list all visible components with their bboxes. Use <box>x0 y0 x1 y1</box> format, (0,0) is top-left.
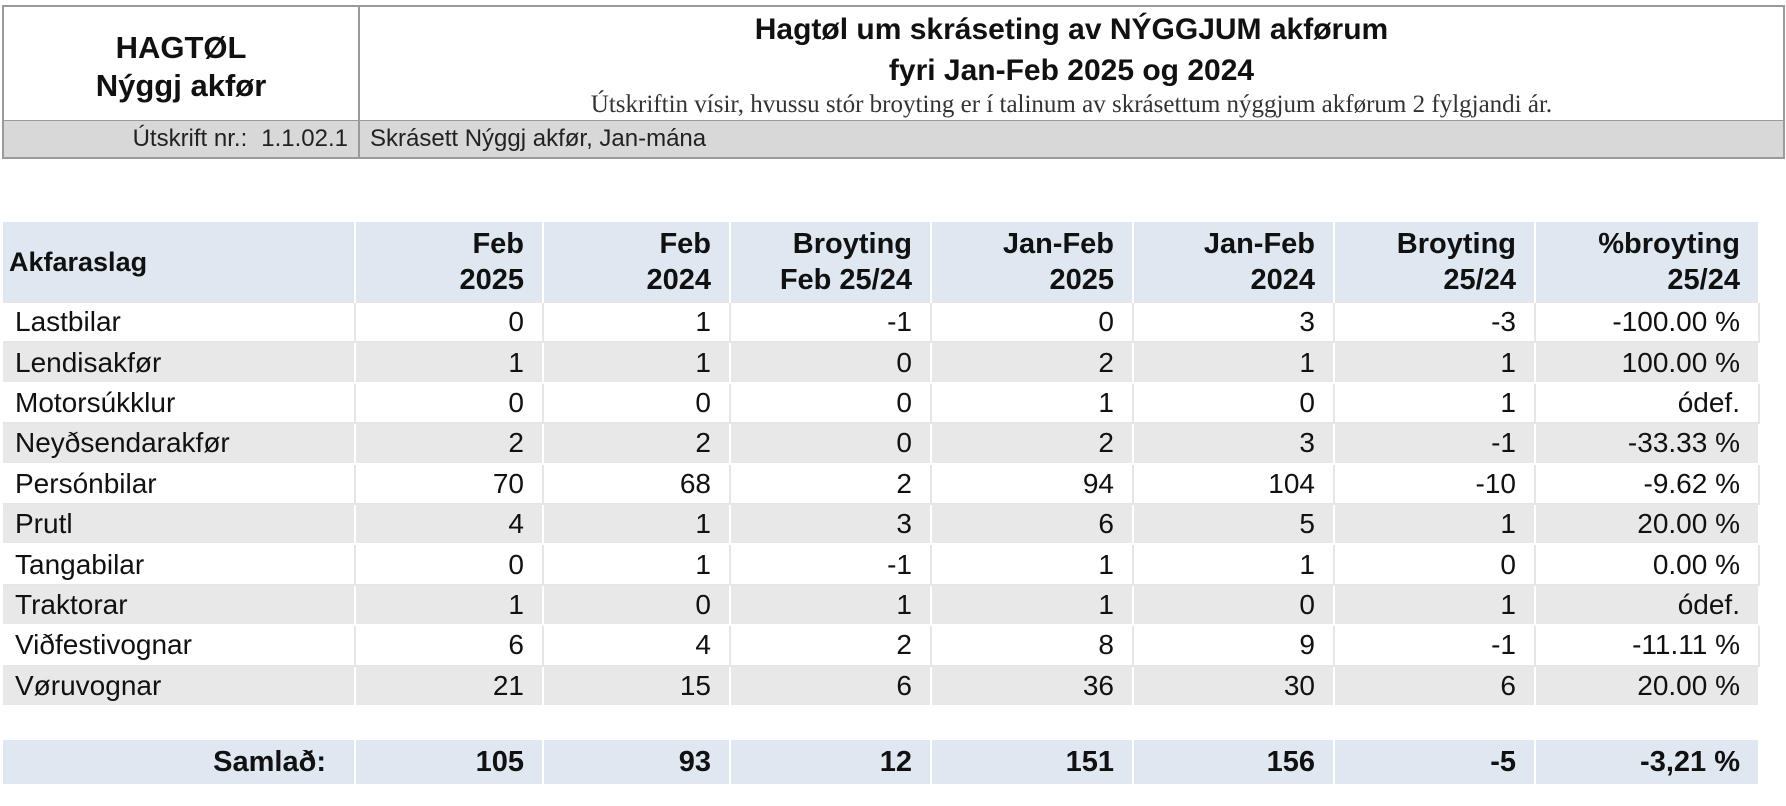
table-cell: ódef. <box>1535 585 1759 625</box>
table-cell: 0.00 % <box>1535 544 1759 584</box>
table-cell: 6 <box>730 666 931 706</box>
table-row <box>3 625 1759 665</box>
table-cell: -9.62 % <box>1535 464 1759 504</box>
table-row <box>3 383 1759 423</box>
table-cell: 0 <box>730 383 931 423</box>
table-cell: 1 <box>931 544 1133 584</box>
table-cell: 3 <box>1133 423 1334 463</box>
table-row <box>3 464 1759 504</box>
output-description: Skrásett Nýggj akfør, Jan-mána <box>370 125 707 152</box>
total-cell: 151 <box>931 740 1133 784</box>
table-cell: 1 <box>543 504 730 544</box>
table-cell: 0 <box>730 423 931 463</box>
output-label: Útskrift nr.: <box>132 125 248 152</box>
vehicle-type-cell: Neyðsendarakfør <box>3 423 355 463</box>
table-cell: -100.00 % <box>1535 302 1759 342</box>
table-body <box>3 302 1759 706</box>
table-cell: 1 <box>355 585 543 625</box>
table-cell: -10 <box>1334 464 1535 504</box>
table-cell: 3 <box>1133 302 1334 342</box>
table-row <box>3 302 1759 342</box>
table-cell: 1 <box>931 585 1133 625</box>
table-cell: 1 <box>1133 342 1334 382</box>
table-row <box>3 666 1759 706</box>
table-cell: 1 <box>730 585 931 625</box>
table-cell: 1 <box>1334 383 1535 423</box>
output-description-box <box>358 120 1785 159</box>
table-cell: 0 <box>1133 383 1334 423</box>
table-cell: -3 <box>1334 302 1535 342</box>
table-cell: ódef. <box>1535 383 1759 423</box>
table-row <box>3 342 1759 382</box>
table-cell: 20.00 % <box>1535 666 1759 706</box>
total-table <box>3 740 1760 784</box>
table-cell: 8 <box>931 625 1133 665</box>
table-cell: -11.11 % <box>1535 625 1759 665</box>
report-header <box>2 5 1785 159</box>
vehicle-type-cell: Prutl <box>3 504 355 544</box>
table-cell: 0 <box>1334 544 1535 584</box>
table-cell: 2 <box>543 423 730 463</box>
table-cell: 1 <box>1334 504 1535 544</box>
table-cell: -1 <box>730 302 931 342</box>
table-cell: 1 <box>355 342 543 382</box>
column-header-broyting: Broyting 25/24 <box>1334 222 1535 302</box>
table-cell: 6 <box>1334 666 1535 706</box>
table-cell: 30 <box>1133 666 1334 706</box>
table-cell: 2 <box>730 464 931 504</box>
table-cell: 4 <box>355 504 543 544</box>
output-number-box <box>2 120 360 159</box>
table-cell: 70 <box>355 464 543 504</box>
table-cell: 104 <box>1133 464 1334 504</box>
total-cell: 12 <box>730 740 931 784</box>
table-cell: 2 <box>931 423 1133 463</box>
table-cell: 0 <box>1133 585 1334 625</box>
table-cell: 2 <box>730 625 931 665</box>
table-cell: -1 <box>1334 423 1535 463</box>
vehicle-type-cell: Lendisakfør <box>3 342 355 382</box>
table-cell: 1 <box>543 342 730 382</box>
column-header-akfaraslag: Akfaraslag <box>3 222 355 302</box>
total-label: Samlað: <box>3 740 355 784</box>
table-cell: 3 <box>730 504 931 544</box>
total-cell: 156 <box>1133 740 1334 784</box>
total-cell: -5 <box>1334 740 1535 784</box>
column-header-jan-feb-2025: Jan-Feb 2025 <box>931 222 1133 302</box>
vehicle-type-cell: Traktorar <box>3 585 355 625</box>
vehicle-registration-table <box>3 222 1760 707</box>
table-cell: 0 <box>543 585 730 625</box>
table-cell: 1 <box>931 383 1133 423</box>
vehicle-type-cell: Lastbilar <box>3 302 355 342</box>
total-cell: 105 <box>355 740 543 784</box>
table-cell: -1 <box>730 544 931 584</box>
vehicle-type-cell: Motorsúkklur <box>3 383 355 423</box>
table-cell: 5 <box>1133 504 1334 544</box>
column-header-broyting-feb: Broyting Feb 25/24 <box>730 222 931 302</box>
table-cell: 9 <box>1133 625 1334 665</box>
total-cell: -3,21 % <box>1535 740 1759 784</box>
table-cell: 0 <box>355 383 543 423</box>
table-cell: 94 <box>931 464 1133 504</box>
output-number-value: 1.1.02.1 <box>261 125 348 152</box>
table-row <box>3 504 1759 544</box>
column-header-pct-broyting: %broyting 25/24 <box>1535 222 1759 302</box>
table-cell: 100.00 % <box>1535 342 1759 382</box>
table-cell: 0 <box>730 342 931 382</box>
table-cell: 1 <box>543 302 730 342</box>
table-row <box>3 585 1759 625</box>
table-cell: 4 <box>543 625 730 665</box>
table-cell: 1 <box>1334 585 1535 625</box>
table-cell: 2 <box>931 342 1133 382</box>
table-cell: 1 <box>1133 544 1334 584</box>
report-title-line2: fyri Jan-Feb 2025 og 2024 <box>888 54 1255 87</box>
title-box <box>358 5 1785 122</box>
vehicle-type-cell: Tangabilar <box>3 544 355 584</box>
vehicle-type-cell: Viðfestivognar <box>3 625 355 665</box>
total-row <box>3 740 1759 784</box>
table-cell: 15 <box>543 666 730 706</box>
table-row <box>3 544 1759 584</box>
table-cell: 6 <box>931 504 1133 544</box>
column-header-feb-2025: Feb 2025 <box>355 222 543 302</box>
table-cell: 1 <box>1334 342 1535 382</box>
table-cell: 2 <box>355 423 543 463</box>
column-header-jan-feb-2024: Jan-Feb 2024 <box>1133 222 1334 302</box>
table-cell: -33.33 % <box>1535 423 1759 463</box>
table-cell: 0 <box>355 544 543 584</box>
table-cell: 20.00 % <box>1535 504 1759 544</box>
table-cell: 0 <box>543 383 730 423</box>
column-header-feb-2024: Feb 2024 <box>543 222 730 302</box>
table-cell: 6 <box>355 625 543 665</box>
table-cell: 68 <box>543 464 730 504</box>
vehicle-type-cell: Persónbilar <box>3 464 355 504</box>
table-row <box>3 423 1759 463</box>
table-cell: 21 <box>355 666 543 706</box>
table-cell: 1 <box>543 544 730 584</box>
brand-title: HAGTØL <box>115 30 247 65</box>
table-cell: 36 <box>931 666 1133 706</box>
table-cell: -1 <box>1334 625 1535 665</box>
table-cell: 0 <box>931 302 1133 342</box>
report-title-line1: Hagtøl um skráseting av NÝGGJUM akførum <box>754 13 1389 46</box>
brand-box <box>2 5 360 122</box>
vehicle-type-cell: Vøruvognar <box>3 666 355 706</box>
total-cell: 93 <box>543 740 730 784</box>
table-header-row <box>3 222 1759 302</box>
brand-subtitle: Nýggj akfør <box>95 68 267 103</box>
report-subtitle: Útskriftin vísir, hvussu stór broyting er í talinum av skrásettum nýggjum akførum 2 fylgjandi ár. <box>590 91 1553 118</box>
table-cell: 0 <box>355 302 543 342</box>
output-number <box>119 125 348 153</box>
